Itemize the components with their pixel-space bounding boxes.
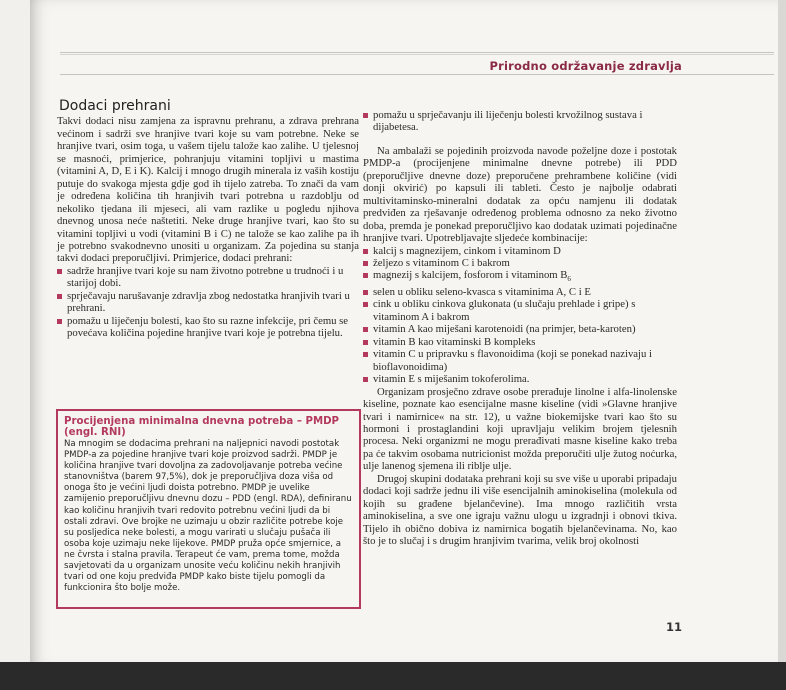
combinations-list (363, 245, 677, 386)
list-item (363, 269, 677, 286)
box-title: Procijenjena minimalna dnevna potreba – PMDP (engl. RNI) (64, 416, 340, 438)
list-item: vitamin E s miješanim tokoferolima. (363, 373, 677, 385)
right-column (363, 109, 677, 548)
subscript: 6 (567, 275, 571, 284)
intro-paragraph: Takvi dodaci nisu zamjena za ispravnu prehranu, a zdrava prehrana većinom i sadrži sve hranjive tvari koje su vam potrebne. Neke se hranjive tvari, osim toga, u vašem tijelu talože kao zalihe. U tjelesnoj se masnoći, primjerice, pohranjuju vitamini topljivi u mastima (vitamini A, D, E i K). Kalcij i mnogo drugih minerala iz vaših kostiju putuje do svakoga mjesta gdje god ih tijelo zatreba. To znači da vam je određena količina tih hranjivih tvari potrebna u razdoblju od nekoliko tjedana ili mjeseci, ali vam razlike u pogledu njihova dnevnog unosa neće naštetiti. Neke druge hranjive tvari, kao što su vitamini topljivi u vodi (vitamini B i C) ne talože se kao zalihe pa ih je potrebno svakodnevno unositi u organizam. Za pojedina su stanja takvi dodaci preporučljivi. Primjerice, dodaci prehrani: (57, 115, 359, 265)
continued-list (363, 109, 677, 134)
list-item-text: magnezij s kalcijem, fosforom i vitaminom B (373, 269, 568, 282)
list-item: sprječavaju narušavanje zdravlja zbog nedostatka hranjivih tvari u prehrani. (57, 290, 359, 315)
header-rule-top (60, 52, 774, 53)
box-body: Na mnogim se dodacima prehrani na naljepnici navodi postotak PMDP-a za pojedine hranjive tvari koje proizvod sadrži. PMDP je količina hranjive tvari dovoljna za zadovoljavanje potreba većine stanovništva (barem 97,5%), dok je preporučljiva doza viša od onoga što je većini ljudi doista potrebno. PMDP je uvelike zamijenio preporučljivu dnevnu dozu – PDD (engl. RDA), definiranu kao količinu hranjivih tvari redovito potrebnu većini ljudi da bi ostali zdravi. Ove brojke ne uzimaju u obzir različite potrebe koje su posljedica neke bolesti, a mogu varirati u slučaju pušača ili osoba koje uzimaju neke lijekove. PMDP pruža opće smjernice, a ne čvrsta i stalna pravila. Terapeut će vam, prema tome, možda savjetovati da u organizam unosite veću količinu nekih hranjivih tvari od one koju predviđa PMDP kako biste tijelu pomogli da funkcionira što bolje može. (64, 439, 352, 594)
list-item: vitamin A kao miješani karotenoidi (na primjer, beta-karoten) (363, 323, 677, 335)
header-rule-top-2 (60, 54, 774, 55)
list-item: željezo s vitaminom C i bakrom (363, 257, 677, 269)
left-column (57, 100, 359, 340)
list-item: selen u obliku seleno-kvasca s vitaminima A, C i E (363, 286, 677, 298)
list-item: cink u obliku cinkova glukonata (u slučaju prehlade i gripe) s vitaminom A i bakrom (363, 298, 677, 323)
background-shadow (0, 662, 786, 690)
left-page-edge (0, 0, 31, 668)
header-rule-bottom (60, 74, 774, 75)
benefits-list (57, 265, 359, 340)
section-heading: Dodaci prehrani (59, 98, 171, 114)
list-item: vitamin B kao vitaminski B kompleks (363, 336, 677, 348)
list-item: vitamin C u pripravku s flavonoidima (koji se ponekad nazivaju i bioflavonoidima) (363, 348, 677, 373)
fatty-acids-paragraph: Organizam prosječno zdrave osobe prerađuje linolne i alfa-linolenske kiseline, poznate kao esencijalne masne kiseline (vidi »Glavne hranjive tvari i namirnice« na str. 12), u važne biokemijske tvari kao što su hormoni i prostaglandini koji upravljaju velikim brojem tjelesnih procesa. Neki organizmi ne mogu prerađivati masne kiseline kako treba pa će takvim osobama nutricionist možda preporučiti ulje žutog noćurka, ulje lanenog sjemena ili riblje ulje. (363, 385, 677, 473)
dosage-paragraph: Na ambalaži se pojedinih proizvoda navode poželjne doze i postotak PMDP-a (procijenjene minimalne dnevne potrebe) ili PDD (preporučljive dnevne doze) preporučene prehrambene količine (vidi donji okvirić) po kapsuli ili tableti. Često je najbolje odabrati multivitaminsko-mineralni dodatak za opću namjenu ili dodatak predviđen za rješavanje određenog problema odnosno za neko životno doba, premda je ponekad preporučljivo kao dodatak uzimati pojedinačne hranjive tvari. Upotrebljavajte sljedeće kombinacije: (363, 144, 677, 245)
running-header: Prirodno održavanje zdravlja (489, 59, 682, 73)
list-item: sadrže hranjive tvari koje su nam životno potrebne u trudnoći i u starijoj dobi. (57, 265, 359, 290)
list-item: kalcij s magnezijem, cinkom i vitaminom D (363, 245, 677, 257)
list-item: pomažu u liječenju bolesti, kao što su razne infekcije, pri čemu se povećava količina pojedine hranjive tvari koje je potrebna tijelu. (57, 315, 359, 340)
rni-info-box (56, 409, 361, 609)
amino-acids-paragraph: Drugoj skupini dodataka prehrani koji su sve više u uporabi pripadaju dodaci koji sadrže jednu ili više esencijalnih aminokiselina (molekula od kojih su građene bjelančevine). Ima mnogo različitih vrsta aminokiselina, a sve one igraju važnu ulogu u izgradnji i obnovi tkiva. Tijelo ih obično dobiva iz namirnica bogatih bjelančevinama. No, kao što je to slučaj i s drugim hranjivim tvarima, velik broj okolnosti (363, 472, 677, 548)
page-number: 11 (665, 620, 682, 634)
list-item: pomažu u sprječavanju ili liječenju bolesti krvožilnog sustava i dijabetesa. (363, 109, 677, 134)
